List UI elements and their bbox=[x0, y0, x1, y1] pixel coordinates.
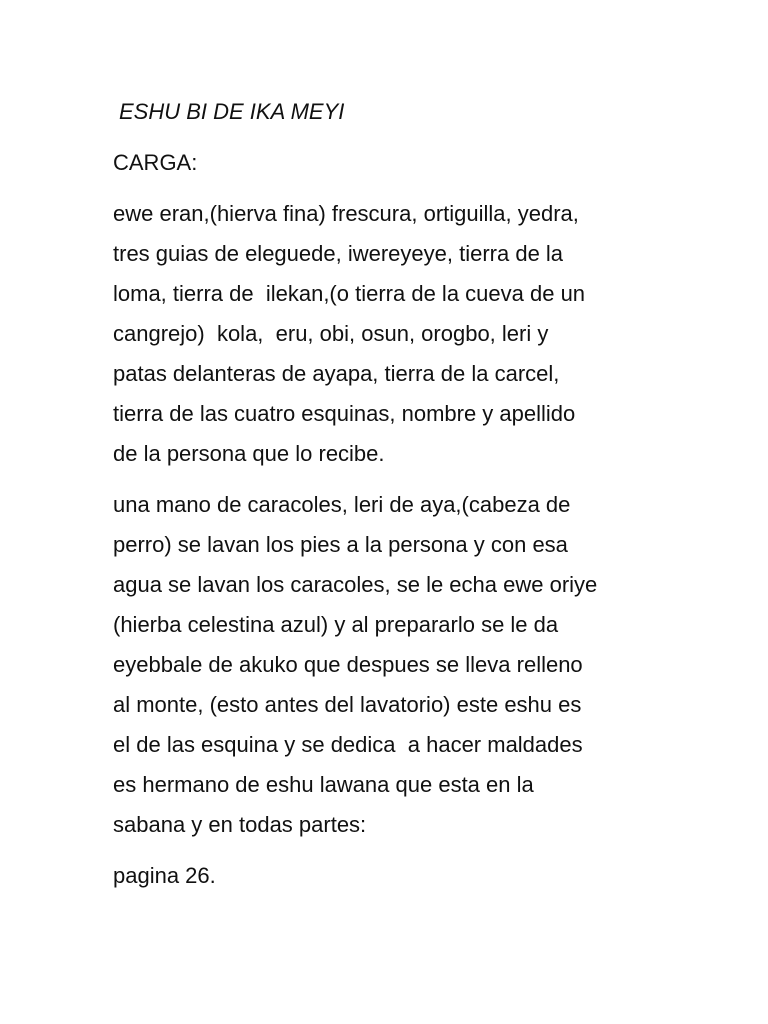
text-line: agua se lavan los caracoles, se le echa ewe oriye bbox=[113, 572, 598, 597]
text-line: perro) se lavan los pies a la persona y con esa bbox=[113, 532, 568, 557]
page-number: pagina 26. bbox=[113, 863, 216, 888]
text-line: de la persona que lo recibe. bbox=[113, 441, 385, 466]
paragraph-ingredients bbox=[113, 194, 673, 474]
text-line: tierra de las cuatro esquinas, nombre y apellido bbox=[113, 401, 576, 426]
text-line: ewe eran,(hierva fina) frescura, ortiguilla, yedra, bbox=[113, 201, 579, 226]
document-title: ESHU BI DE IKA MEYI bbox=[119, 99, 345, 124]
text-line: sabana y en todas partes: bbox=[113, 812, 367, 837]
paragraph-instructions bbox=[113, 485, 673, 845]
text-line: patas delanteras de ayapa, tierra de la carcel, bbox=[113, 361, 560, 386]
document-body bbox=[113, 92, 673, 896]
text-line: una mano de caracoles, leri de aya,(cabeza de bbox=[113, 492, 571, 517]
text-line: es hermano de eshu lawana que esta en la bbox=[113, 772, 534, 797]
text-line: el de las esquina y se dedica a hacer maldades bbox=[113, 732, 583, 757]
text-line: (hierba celestina azul) y al prepararlo se le da bbox=[113, 612, 559, 637]
text-line: tres guias de eleguede, iwereyeye, tierra de la bbox=[113, 241, 564, 266]
text-line: eyebbale de akuko que despues se lleva relleno bbox=[113, 652, 583, 677]
text-line: loma, tierra de ilekan,(o tierra de la cueva de un bbox=[113, 281, 586, 306]
section-heading: CARGA: bbox=[113, 150, 198, 175]
text-line: cangrejo) kola, eru, obi, osun, orogbo, leri y bbox=[113, 321, 549, 346]
text-line: al monte, (esto antes del lavatorio) este eshu es bbox=[113, 692, 582, 717]
